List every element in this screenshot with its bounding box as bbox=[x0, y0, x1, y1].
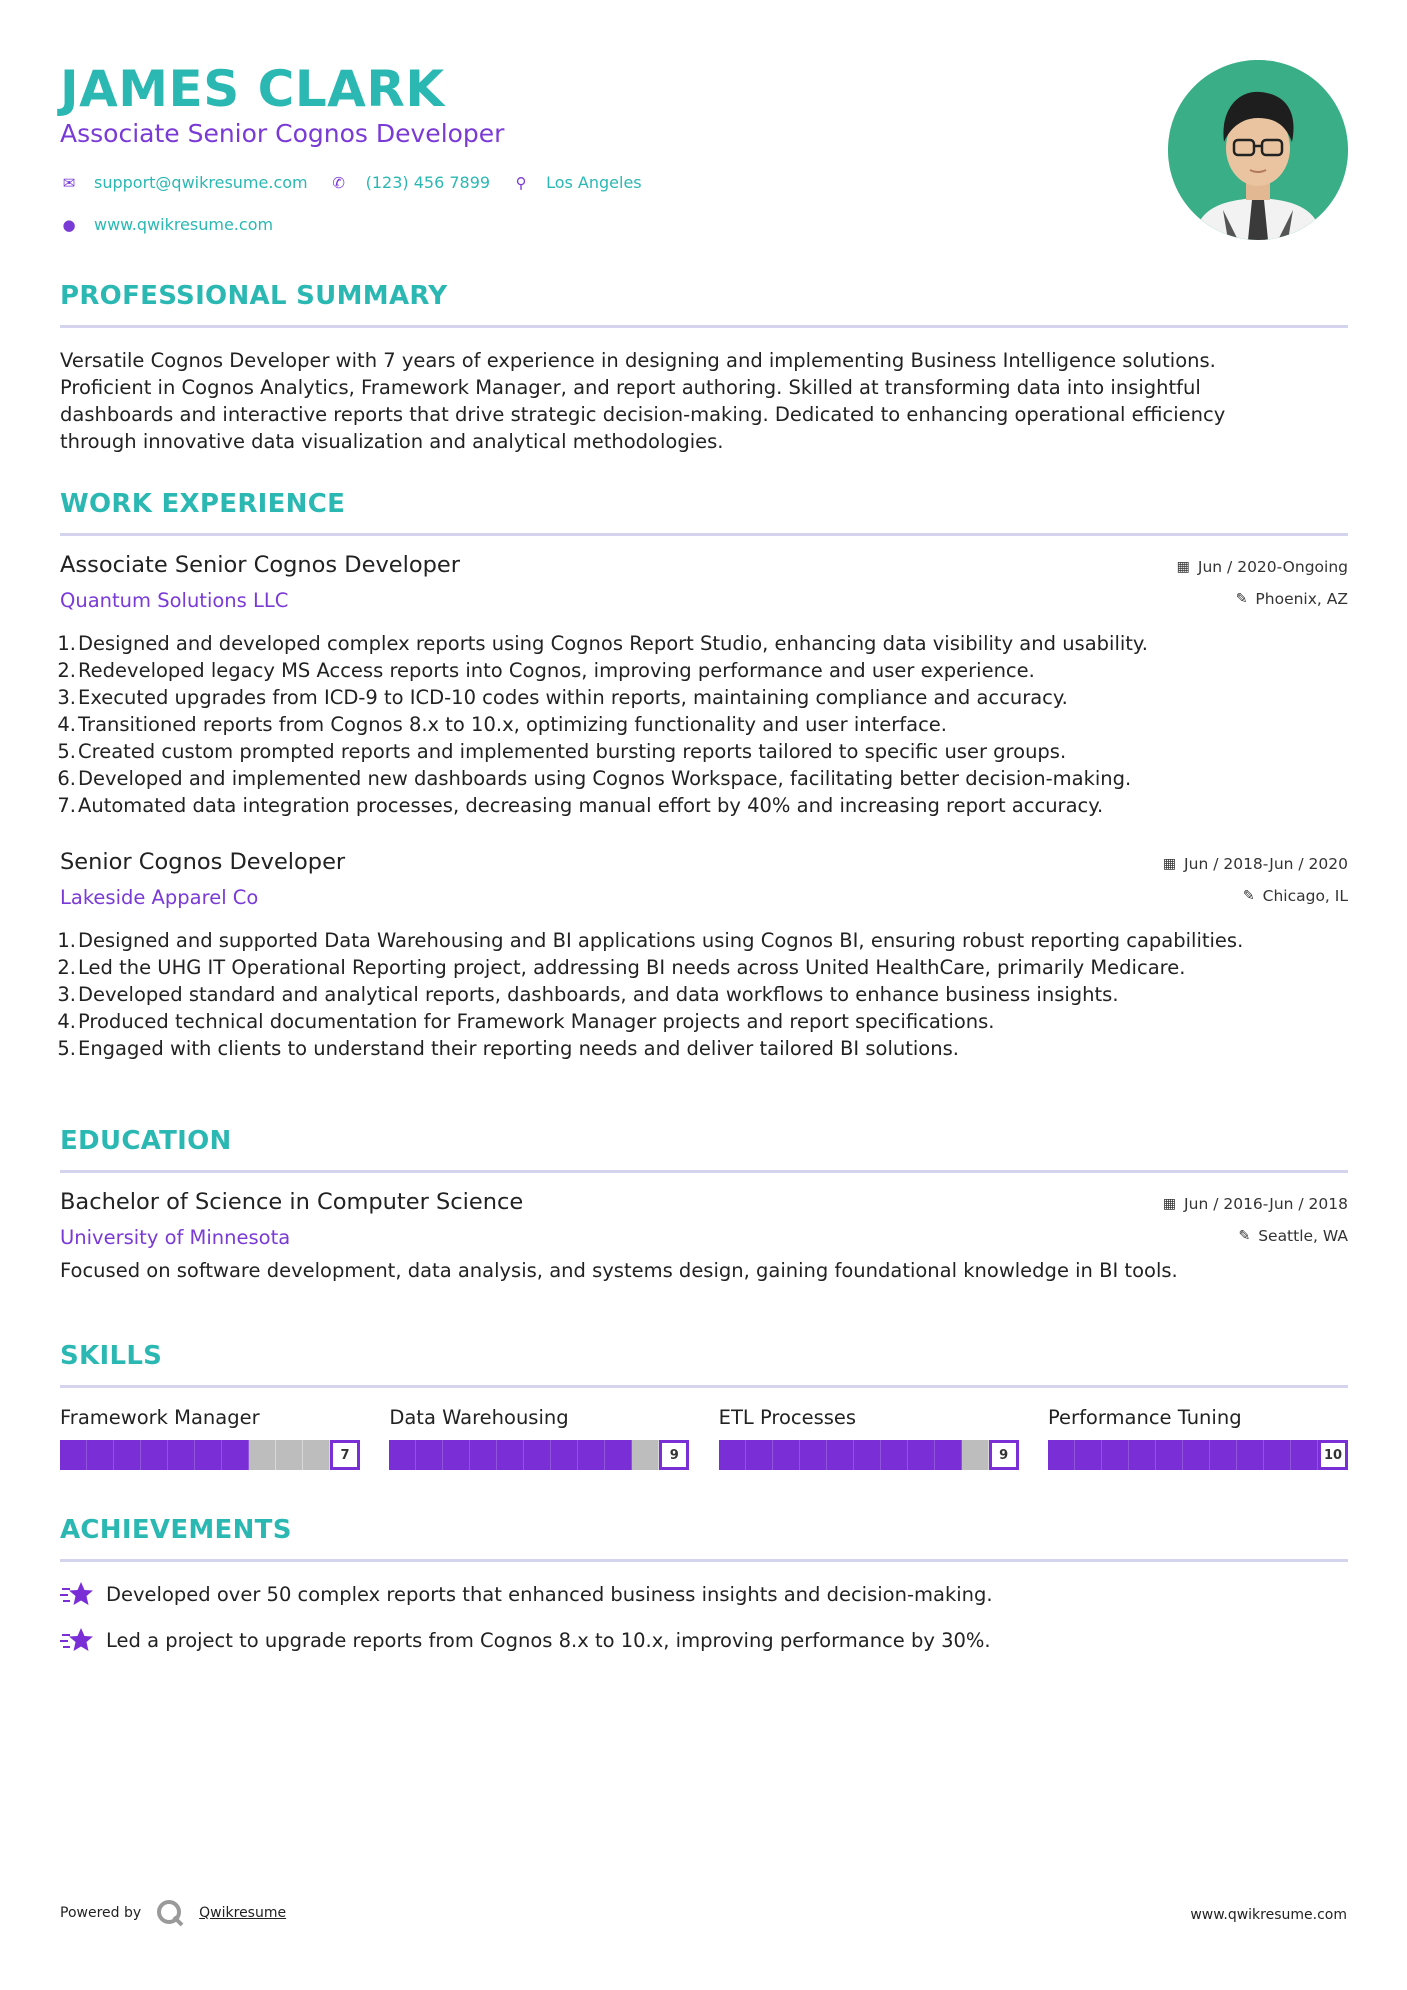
achievement-text: Led a project to upgrade reports from Cognos 8.x to 10.x, improving performance by 30%. bbox=[106, 1628, 991, 1652]
summary-line: Versatile Cognos Developer with 7 years of experience in designing and implementing Business Intelligence solutions. bbox=[60, 349, 1216, 372]
skill-segment-filled bbox=[195, 1440, 222, 1470]
education-header bbox=[60, 1189, 1348, 1259]
skill-level-bar bbox=[389, 1440, 689, 1470]
map-pin-icon: ⚲ bbox=[515, 173, 527, 192]
list-item: 2. Redeveloped legacy MS Access reports into Cognos, improving performance and user experience. bbox=[57, 659, 1035, 682]
summary-line: Proficient in Cognos Analytics, Framework Manager, and report authoring. Skilled at transforming data into insightful bbox=[60, 376, 1201, 399]
skill-segment-filled bbox=[800, 1440, 827, 1470]
skill-segment-empty bbox=[276, 1440, 303, 1470]
job-bullets bbox=[57, 630, 1348, 819]
skill-segment-filled bbox=[551, 1440, 578, 1470]
skill-segment-filled bbox=[1129, 1440, 1156, 1470]
skill-segment-filled bbox=[854, 1440, 881, 1470]
skill-item bbox=[1048, 1406, 1348, 1470]
skill-segment-filled bbox=[524, 1440, 551, 1470]
pin-icon: ✎ bbox=[1235, 591, 1248, 607]
achievements-heading: ACHIEVEMENTS bbox=[60, 1515, 292, 1545]
skill-score-badge: 7 bbox=[330, 1440, 360, 1470]
list-item: 4. Produced technical documentation for Framework Manager projects and report specifications. bbox=[57, 1010, 995, 1033]
summary-line: dashboards and interactive reports that drive strategic decision-making. Dedicated to enhancing operational efficiency bbox=[60, 403, 1226, 426]
globe-icon: ● bbox=[62, 215, 76, 234]
job-role: Senior Cognos Developer bbox=[60, 849, 346, 875]
job-location-text: Chicago, IL bbox=[1262, 887, 1348, 905]
list-item: 7. Automated data integration processes, decreasing manual effort by 40% and increasing report accuracy. bbox=[57, 794, 1104, 817]
skill-level-bar bbox=[1048, 1440, 1348, 1470]
education-date bbox=[1163, 1195, 1348, 1213]
skill-segment-filled bbox=[908, 1440, 935, 1470]
skill-segment-filled bbox=[497, 1440, 524, 1470]
education-date-text: Jun / 2016-Jun / 2018 bbox=[1184, 1195, 1348, 1213]
section-divider bbox=[60, 1170, 1348, 1173]
job-date bbox=[1177, 558, 1348, 576]
email-text[interactable]: support@qwikresume.com bbox=[94, 173, 308, 192]
skill-segment-filled bbox=[1075, 1440, 1102, 1470]
skill-segment-filled bbox=[719, 1440, 746, 1470]
skill-segment-filled bbox=[1156, 1440, 1183, 1470]
achievements-section bbox=[60, 1515, 1348, 1654]
list-item: 1. Designed and developed complex reports using Cognos Report Studio, enhancing data visibility and usability. bbox=[57, 632, 1148, 655]
list-item: 3. Developed standard and analytical reports, dashboards, and data workflows to enhance business insights. bbox=[57, 983, 1119, 1006]
education-location-text: Seattle, WA bbox=[1258, 1227, 1348, 1245]
skill-segment-empty bbox=[303, 1440, 330, 1470]
skill-segment-filled bbox=[60, 1440, 87, 1470]
skill-segment-filled bbox=[1102, 1440, 1129, 1470]
skill-item bbox=[60, 1406, 360, 1470]
location-text: Los Angeles bbox=[546, 173, 642, 192]
job-bullets bbox=[57, 927, 1348, 1062]
skill-segment-empty bbox=[249, 1440, 276, 1470]
education-heading: EDUCATION bbox=[60, 1126, 232, 1156]
skill-score-badge: 9 bbox=[659, 1440, 689, 1470]
skill-segment-filled bbox=[1237, 1440, 1264, 1470]
section-divider bbox=[60, 1385, 1348, 1388]
skill-level-bar bbox=[719, 1440, 1019, 1470]
list-item: 1. Designed and supported Data Warehousing and BI applications using Cognos BI, ensuring robust reporting capabilities. bbox=[57, 929, 1244, 952]
skill-segment-filled bbox=[141, 1440, 168, 1470]
list-item: 3. Executed upgrades from ICD-9 to ICD-10 codes within reports, maintaining compliance and accuracy. bbox=[57, 686, 1068, 709]
skill-segment-filled bbox=[578, 1440, 605, 1470]
contact-email[interactable] bbox=[60, 173, 308, 192]
job-location-text: Phoenix, AZ bbox=[1255, 590, 1348, 608]
skill-segment-filled bbox=[935, 1440, 962, 1470]
skill-segment-filled bbox=[416, 1440, 443, 1470]
skills-list bbox=[60, 1406, 1348, 1470]
list-item: 2. Led the UHG IT Operational Reporting project, addressing BI needs across United HealthCare, primarily Medicare. bbox=[57, 956, 1186, 979]
skills-section bbox=[60, 1341, 1348, 1470]
section-divider bbox=[60, 325, 1348, 328]
star-icon bbox=[60, 1580, 94, 1608]
skill-name: Framework Manager bbox=[60, 1406, 260, 1429]
skill-score-badge: 10 bbox=[1318, 1440, 1348, 1470]
powered-by-label: Powered by bbox=[60, 1905, 142, 1921]
job-date-text: Jun / 2018-Jun / 2020 bbox=[1184, 855, 1348, 873]
job-entry bbox=[57, 849, 1348, 1062]
envelope-icon: ✉ bbox=[62, 173, 76, 192]
achievement-item bbox=[60, 1626, 1348, 1654]
skill-item bbox=[719, 1406, 1019, 1470]
skill-segment-filled bbox=[222, 1440, 249, 1470]
skill-segment-filled bbox=[773, 1440, 800, 1470]
education-entry bbox=[60, 1189, 1348, 1284]
section-divider bbox=[60, 533, 1348, 536]
skill-name: Performance Tuning bbox=[1047, 1406, 1242, 1429]
profile-photo bbox=[1168, 60, 1348, 240]
skill-segment-filled bbox=[1048, 1440, 1075, 1470]
skill-name: ETL Processes bbox=[718, 1406, 857, 1429]
school: University of Minnesota bbox=[60, 1226, 291, 1249]
summary-section bbox=[60, 281, 1348, 455]
skills-heading: SKILLS bbox=[60, 1341, 163, 1371]
skill-segment-filled bbox=[168, 1440, 195, 1470]
summary-heading: PROFESSIONAL SUMMARY bbox=[60, 281, 448, 311]
phone-icon: ✆ bbox=[332, 173, 345, 192]
contact-row bbox=[60, 173, 664, 192]
calendar-icon: ▦ bbox=[1176, 559, 1190, 575]
skill-item bbox=[389, 1406, 689, 1470]
skill-segment-filled bbox=[443, 1440, 470, 1470]
job-date bbox=[1163, 855, 1348, 873]
achievement-text: Developed over 50 complex reports that enhanced business insights and decision-making. bbox=[106, 1582, 993, 1606]
skill-score-badge: 9 bbox=[989, 1440, 1019, 1470]
summary-text bbox=[60, 347, 1348, 455]
summary-line: through innovative data visualization and analytical methodologies. bbox=[60, 430, 724, 453]
job-company: Quantum Solutions LLC bbox=[60, 589, 289, 612]
skill-segment-filled bbox=[87, 1440, 114, 1470]
contact-location bbox=[512, 173, 642, 192]
star-icon bbox=[60, 1626, 94, 1654]
experience-heading: WORK EXPERIENCE bbox=[60, 489, 346, 519]
contact-website[interactable] bbox=[60, 215, 273, 234]
education-section bbox=[60, 1126, 1348, 1284]
skill-segment-filled bbox=[1264, 1440, 1291, 1470]
calendar-icon: ▦ bbox=[1162, 856, 1177, 872]
candidate-name: JAMES CLARK bbox=[60, 60, 445, 118]
degree: Bachelor of Science in Computer Science bbox=[60, 1189, 524, 1215]
job-location bbox=[1236, 590, 1348, 608]
phone-text[interactable]: (123) 456 7899 bbox=[365, 173, 491, 192]
job-entry bbox=[57, 552, 1348, 819]
skill-name: Data Warehousing bbox=[389, 1406, 569, 1429]
skill-segment-filled bbox=[470, 1440, 497, 1470]
skill-segment-filled bbox=[746, 1440, 773, 1470]
list-item: 6. Developed and implemented new dashboards using Cognos Workspace, facilitating better decision-making. bbox=[57, 767, 1132, 790]
experience-section bbox=[57, 489, 1348, 1062]
skill-level-bar bbox=[60, 1440, 360, 1470]
contact-phone[interactable] bbox=[330, 173, 490, 192]
footer-powered-by bbox=[60, 1898, 286, 1928]
job-header bbox=[60, 552, 1348, 622]
job-company: Lakeside Apparel Co bbox=[60, 886, 259, 909]
skill-segment-filled bbox=[114, 1440, 141, 1470]
list-item: 4. Transitioned reports from Cognos 8.x to 10.x, optimizing functionality and user interface. bbox=[57, 713, 947, 736]
job-role: Associate Senior Cognos Developer bbox=[60, 552, 461, 578]
skill-segment-filled bbox=[1291, 1440, 1318, 1470]
website-text[interactable]: www.qwikresume.com bbox=[94, 215, 274, 234]
education-description: Focused on software development, data analysis, and systems design, gaining foundational knowledge in BI tools. bbox=[60, 1259, 1178, 1282]
calendar-icon: ▦ bbox=[1162, 1196, 1177, 1212]
job-date-text: Jun / 2020-Ongoing bbox=[1197, 558, 1348, 576]
list-item: 5. Created custom prompted reports and implemented bursting reports tailored to specific user groups. bbox=[57, 740, 1067, 763]
candidate-title: Associate Senior Cognos Developer bbox=[60, 119, 505, 148]
pin-icon: ✎ bbox=[1238, 1228, 1251, 1244]
skill-segment-empty bbox=[632, 1440, 659, 1470]
footer-brand-link[interactable]: Qwikresume bbox=[199, 1905, 287, 1921]
skill-segment-filled bbox=[1210, 1440, 1237, 1470]
skill-segment-filled bbox=[389, 1440, 416, 1470]
skill-segment-empty bbox=[962, 1440, 989, 1470]
skill-segment-filled bbox=[1183, 1440, 1210, 1470]
section-divider bbox=[60, 1559, 1348, 1562]
footer-url[interactable]: www.qwikresume.com bbox=[1190, 1907, 1347, 1923]
achievement-item bbox=[60, 1580, 1348, 1608]
contact-row-web bbox=[60, 215, 295, 234]
skill-segment-filled bbox=[605, 1440, 632, 1470]
pin-icon: ✎ bbox=[1242, 888, 1255, 904]
list-item: 5. Engaged with clients to understand their reporting needs and deliver tailored BI solutions. bbox=[57, 1037, 959, 1060]
qwikresume-logo-icon bbox=[155, 1898, 185, 1928]
job-header bbox=[60, 849, 1348, 919]
education-location bbox=[1238, 1227, 1348, 1245]
skill-segment-filled bbox=[881, 1440, 908, 1470]
job-location bbox=[1243, 887, 1348, 905]
achievements-list bbox=[60, 1580, 1348, 1654]
skill-segment-filled bbox=[827, 1440, 854, 1470]
